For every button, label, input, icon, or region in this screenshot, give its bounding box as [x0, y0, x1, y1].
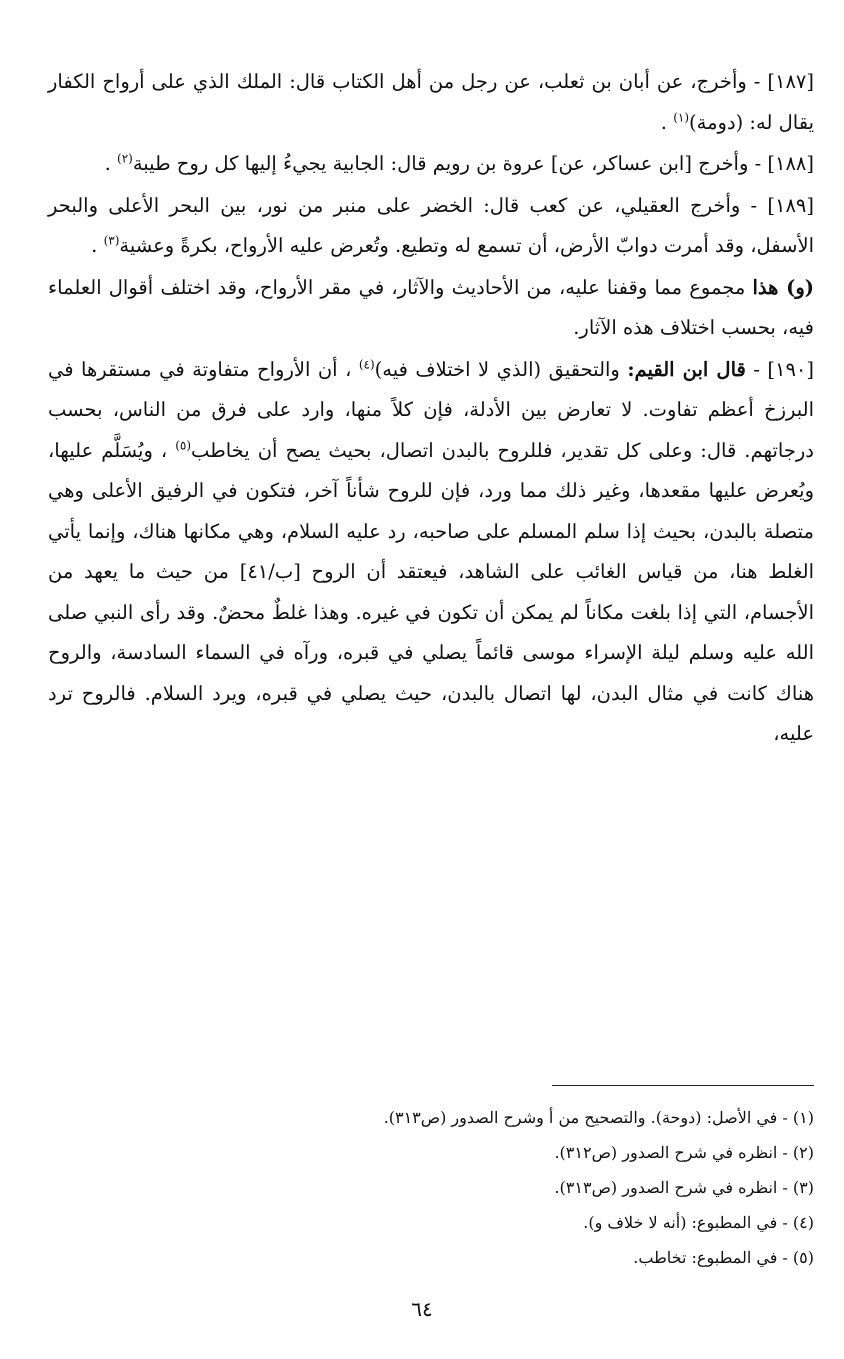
paragraph-tail: . [91, 234, 104, 257]
paragraph-tail: ، أن الأرواح متفاوتة في مستقرها في البرزخ أعظم تفاوت. لا تعارض بين الأدلة، فإن كلاً منها، وارد على فرق من الناس، بحسب درجاتهم. قال: وعلى كل تقدير، فللروح بالبدن اتصال، بحيث يصح أن يخاطب [48, 357, 814, 462]
footnote-marker: (٢) [117, 151, 133, 166]
footnotes [48, 1100, 814, 1275]
footnote-divider [552, 1085, 814, 1086]
footnote-marker: (٣) [103, 233, 120, 248]
paragraph-189 [48, 186, 814, 267]
entry-number: [١٨٧] - [746, 70, 815, 93]
footnote-3: (٣) - انظره في شرح الصدور (ص٣١٣). [554, 1178, 814, 1197]
footnote-marker: (١) [673, 110, 690, 124]
paragraph-text: وأخرج، عن أبان بن ثعلب، عن رجل من أهل الكتاب قال: الملك الذي على أرواح الكفار يقال له: (دومة) [48, 70, 814, 134]
paragraph-tail: . [660, 110, 674, 134]
paragraph-text: مجموع مما وقفنا عليه، من الأحاديث والآثار، في مقر الأرواح، وقد اختلف أقوال العلماء فيه، بحسب اختلاف هذه الآثار. [48, 275, 814, 339]
footnote-4: (٤) - في المطبوع: (أنه لا خلاف و). [583, 1213, 814, 1232]
entry-number: [١٨٩] - [740, 193, 814, 217]
paragraph-tail: ، ويُسَلَّم عليها، ويُعرض عليها مقعدها، وغير ذلك مما ورد، فإن للروح شأناً آخر، فتكون في الرفيق الأعلى وهي متصلة بالبدن، بحيث إذا سلم المسلم على صاحبه، رد عليه السلام، وهي مكانها هناك، وإنما يأتي الغلط هنا، من قياس الغائب على الشاهد، فيعتقد أن الروح [ب/٤١] من حيث ما يعهد من الأجسام، التي إذا بلغت مكاناً لم يمكن أن تكون في غيره. وهذا غلطٌ محضٌ. وقد رأى النبي صلى الله عليه وسلم ليلة الإسراء موسى قائماً يصلي في قبره، ورآه في السماء السادسة، والروح هناك كانت في مثال البدن، لها اتصال بالبدن، حيث يصلي في قبره، ويرد السلام. فالروح ترد عليه، [48, 438, 814, 745]
footnote-marker: (٥) [175, 438, 192, 452]
paragraph-187 [48, 62, 814, 143]
footnote-1: (١) - في الأصل: (دوحة). والتصحيح من أ وشرح الصدور (ص٣١٣). [383, 1108, 814, 1127]
paragraph-190 [48, 350, 814, 755]
paragraph-tail: . [104, 152, 118, 175]
entry-number: [١٨٨] - [748, 152, 814, 175]
paragraph-text: وأخرج العقيلي، عن كعب قال: الخضر على منبر من نور، بين البحر الأعلى والبحر الأسفل، وقد أمرت دوابّ الأرض، أن تسمع له وتطيع. وتُعرض عليه الأرواح، بكرةً وعشية [48, 193, 814, 257]
paragraph-188 [48, 144, 814, 185]
bold-lead: قال ابن القيم: [627, 357, 746, 381]
paragraph-text: والتحقيق (الذي لا اختلاف فيه) [374, 357, 628, 381]
footnote-2: (٢) - انظره في شرح الصدور (ص٣١٢). [554, 1143, 814, 1162]
paragraph-summary [48, 268, 814, 349]
footnote-marker: (٤) [358, 357, 375, 371]
paragraph-text: وأخرج [ابن عساكر، عن] عروة بن رويم قال: الجابية يجيءُ إليها كل روح طيبة [132, 152, 749, 175]
entry-number: [١٩٠] - [745, 357, 815, 381]
page-number: ٦٤ [411, 1297, 433, 1321]
bold-lead: (و) هذا [752, 275, 814, 299]
footnote-5: (٥) - في المطبوع: تخاطب. [633, 1248, 814, 1267]
